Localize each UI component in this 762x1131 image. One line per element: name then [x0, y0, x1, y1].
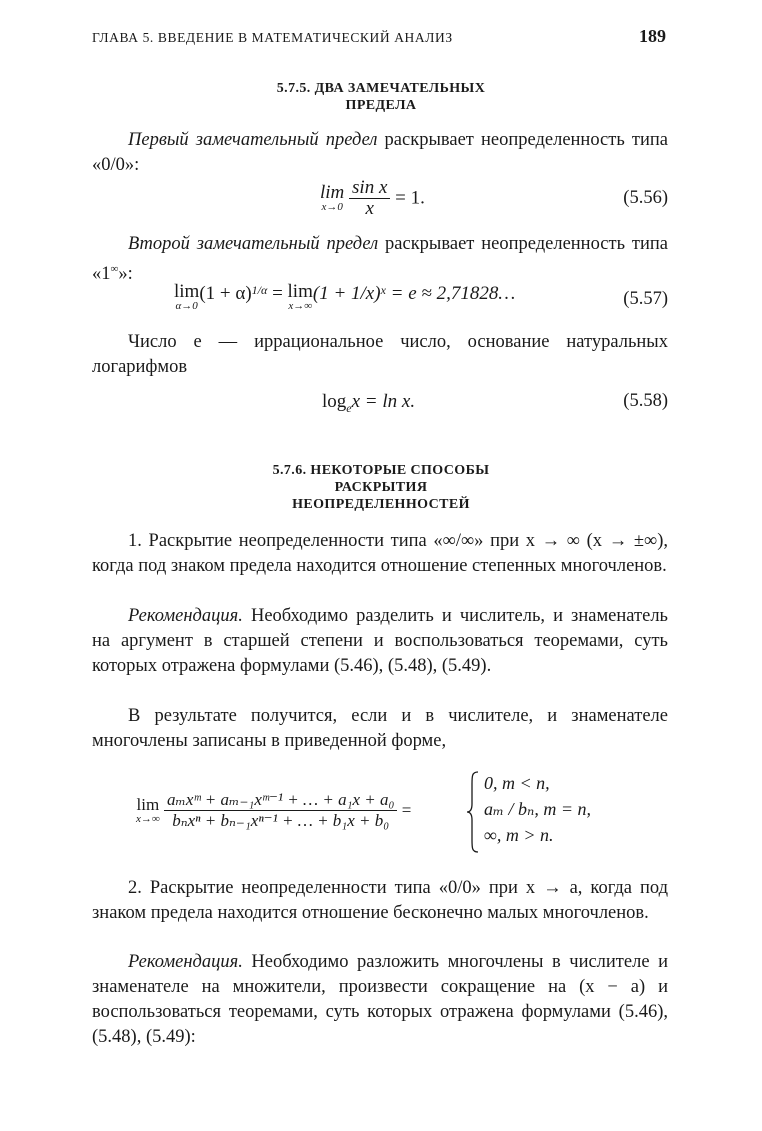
- paragraph-item-1: 1. Раскрытие неопределенности типа «∞/∞» при x → ∞ (x → ±∞), когда под знаком предела находится отношение степенных многочленов.: [92, 531, 668, 576]
- term-first-limit: Первый замечательный предел: [128, 130, 378, 150]
- numerator: sin x: [349, 178, 390, 199]
- paragraph-text: Необходимо разложить многочлены в числителе и знаменателе на множители, произвести сокращение на (x − a) и воспользоваться теоремами, суть которых отражена формулами (5.46), (5.48), (5.49):: [92, 952, 668, 1047]
- exponent: x: [380, 283, 386, 297]
- section-title-line: НЕОПРЕДЕЛЕННОСТЕЙ: [292, 497, 470, 512]
- fraction: [349, 178, 390, 219]
- lim-text: lim: [174, 281, 200, 302]
- case-line: 0, m < n,: [484, 773, 550, 793]
- equation-number: (5.57): [623, 289, 668, 309]
- curly-brace-icon: [466, 770, 480, 854]
- lim-text: lim: [287, 281, 313, 302]
- lim-subscript: α→0: [175, 300, 198, 312]
- lim-subscript: x→∞: [288, 300, 313, 312]
- paragraph-text: раскрывает неопределенность типа «1: [92, 234, 668, 285]
- case-line: aₘ / bₙ, m = n,: [484, 799, 591, 819]
- section-title-line: 5.7.5. ДВА ЗАМЕЧАТЕЛЬНЫХ: [276, 81, 486, 96]
- equation-number: (5.56): [623, 188, 668, 208]
- fraction: [164, 790, 397, 831]
- recommendation-label: Рекомендация.: [128, 952, 243, 972]
- paragraph-result: В результате получится, если и в числителе, и знаменателе многочлены записаны в приведенной форме,: [92, 706, 668, 751]
- paragraph-item-2: 2. Раскрытие неопределенности типа «0/0» при x → a, когда под знаком предела находится отношение бесконечно малых многочленов.: [92, 878, 668, 923]
- limit-operator: [320, 184, 344, 213]
- running-head: [92, 26, 670, 48]
- limit-operator: [288, 283, 313, 312]
- expression: (1 + 1/x): [312, 283, 381, 304]
- paragraph-recommendation-2: [92, 950, 668, 1050]
- page-number: 189: [639, 26, 666, 46]
- section-title-line: РАСКРЫТИЯ: [334, 480, 428, 495]
- section-title-5-7-5: [92, 80, 670, 114]
- section-title-line: 5.7.6. НЕКОТОРЫЕ СПОСОБЫ: [272, 463, 490, 478]
- log-base: e: [346, 400, 352, 415]
- equation-rhs: x = ln x.: [351, 391, 416, 412]
- exponent: 1/α: [251, 283, 268, 297]
- denominator: bₙxⁿ + bₙ₋₁xⁿ⁻¹ + … + b₁x + b₀: [172, 811, 390, 830]
- paragraph-number-e: Число e — иррациональное число, основание натуральных логарифмов: [92, 332, 668, 377]
- expression: (1 + α): [199, 283, 252, 304]
- limit-operator: [136, 796, 160, 825]
- lim-subscript: x→∞: [136, 813, 160, 825]
- recommendation-label: Рекомендация.: [128, 606, 243, 626]
- equals: =: [267, 283, 288, 304]
- equation-polynomial-limit: [92, 768, 668, 858]
- equation-rhs: = 1.: [395, 187, 425, 209]
- term-second-limit: Второй замечательный предел: [128, 234, 379, 254]
- denominator: x: [365, 198, 374, 219]
- equation-5-57: [92, 283, 668, 323]
- paragraph-text: раскрывает неопределенность типа «0/0»:: [92, 130, 668, 175]
- log-text: log: [322, 391, 347, 412]
- paragraph-recommendation-1: [92, 604, 668, 679]
- superscript: ∞: [110, 263, 119, 275]
- equation-rhs: = e ≈ 2,71828…: [385, 283, 516, 304]
- paragraph-text: Необходимо разделить и числитель, и знаменатель на аргумент в старшей степени и воспользоваться теоремами, суть которых отражена формулами (5.46), (5.48), (5.49).: [92, 606, 668, 676]
- equation-body: [174, 283, 515, 312]
- paragraph-first-limit: [92, 128, 668, 178]
- section-title-5-7-6: [92, 462, 670, 513]
- section-title-line: ПРЕДЕЛА: [345, 98, 417, 113]
- equation-5-58: [92, 391, 668, 419]
- lim-text: lim: [320, 182, 345, 203]
- limit-operator: [174, 283, 199, 312]
- paragraph-second-limit: [92, 232, 668, 287]
- lim-subscript: x→0: [321, 201, 343, 213]
- equals: =: [401, 800, 412, 820]
- equation-5-56: [92, 178, 668, 226]
- cases: [484, 770, 591, 848]
- equation-number: (5.58): [623, 391, 668, 411]
- chapter-title: ГЛАВА 5. ВВЕДЕНИЕ В МАТЕМАТИЧЕСКИЙ АНАЛИЗ: [92, 30, 453, 45]
- paragraph-text: »:: [118, 264, 133, 285]
- case-line: ∞, m > n.: [484, 825, 554, 845]
- lim-text: lim: [136, 795, 160, 814]
- equation-body: [136, 790, 411, 831]
- numerator: aₘxᵐ + aₘ₋₁xᵐ⁻¹ + … + a₁x + a₀: [164, 790, 397, 811]
